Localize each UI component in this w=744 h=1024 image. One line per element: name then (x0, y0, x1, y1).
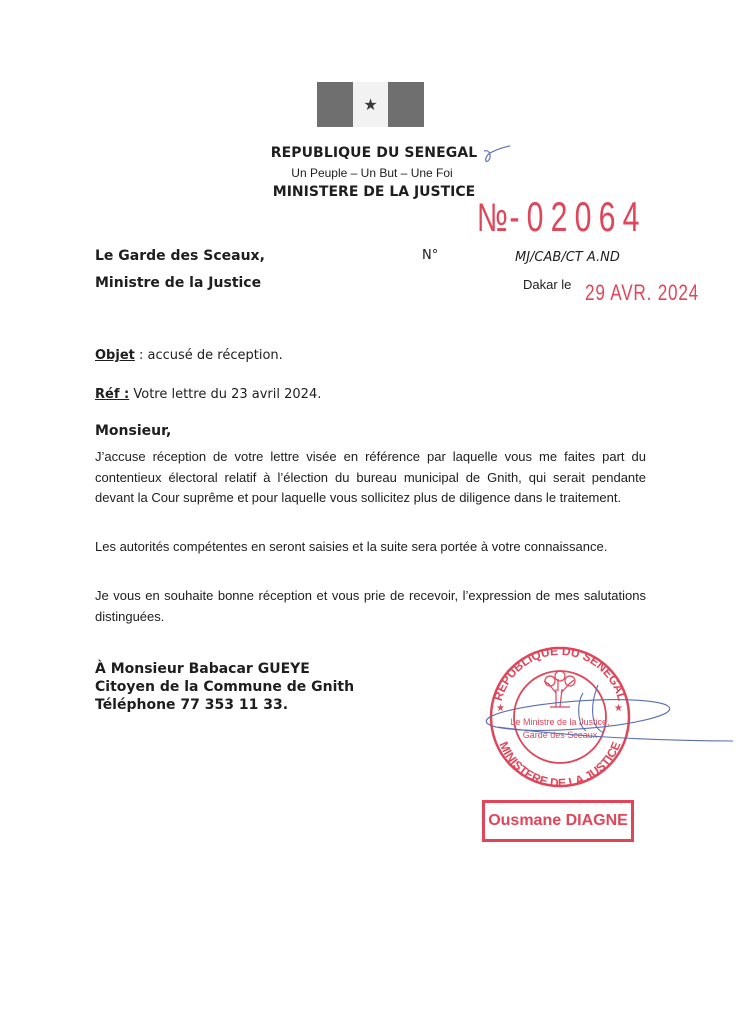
body-paragraph-3: Je vous en souhaite bonne réception et vous prie de recevoir, l’expression de mes salutations distinguées. (95, 588, 646, 624)
seal-outer-top-text: REPUBLIQUE DU SENEGAL (490, 645, 630, 703)
reference-label: Réf : (95, 387, 130, 402)
senegal-flag-icon (317, 82, 424, 127)
country-title: REPUBLIQUE DU SENEGAL (270, 145, 478, 161)
seal-star-left-icon: ★ (496, 703, 505, 714)
flag-band-right (388, 82, 424, 127)
subject-text: : accusé de réception. (134, 348, 283, 363)
recipient-title: Citoyen de la Commune de Gnith (95, 679, 355, 695)
subject-label: Objet (95, 348, 135, 363)
reference-line (95, 387, 321, 402)
number-label: N° (422, 248, 439, 263)
reference-text: Votre lettre du 23 avril 2024. (129, 387, 322, 402)
seal-outer-bottom-text: MINISTERE DE LA JUSTICE (496, 739, 624, 791)
reference-code: MJ/CAB/CT A.ND (515, 250, 620, 265)
registration-number: -02064 (509, 193, 647, 240)
seal-inner-text-1: Le Ministre de la Justice, (510, 717, 610, 727)
star-icon: ★ (363, 94, 378, 114)
signatory-name-stamp: Ousmane DIAGNE (482, 800, 634, 842)
subject-line (95, 348, 283, 363)
date-stamp: 29 AVR. 2024 (585, 280, 699, 305)
body-paragraph-1: J’accuse réception de votre lettre visée en référence par laquelle vous me faites part du contentieux électoral relatif à l’élection du bureau municipal de Gnith, qui serait pendante devant la Cour suprême et pour laquelle vous sollicitez plus de diligence dans le traitement. (95, 449, 646, 505)
national-motto: Un Peuple – Un But – Une Foi (291, 166, 453, 180)
seal-inner-text-2: Garde des Sceaux (522, 730, 598, 740)
registration-number-stamp (477, 193, 647, 240)
salutation: Monsieur, (95, 423, 172, 439)
seal-star-right-icon: ★ (614, 703, 623, 714)
body-paragraph-2: Les autorités compétentes en seront saisies et la suite sera portée à votre connaissance. (95, 539, 608, 554)
pen-mark-icon (482, 143, 512, 165)
recipient-phone: Téléphone 77 353 11 33. (95, 697, 289, 713)
sender-title-line2: Ministre de la Justice (95, 275, 262, 291)
numero-sign: № (477, 196, 510, 240)
place-label: Dakar le (523, 277, 572, 292)
ministry-title: MINISTERE DE LA JUSTICE (272, 184, 476, 200)
flag-band-left (317, 82, 353, 127)
sender-title-line1: Le Garde des Sceaux, (95, 248, 265, 264)
recipient-name: À Monsieur Babacar GUEYE (95, 661, 310, 677)
official-seal (478, 645, 738, 795)
flag-band-center (353, 82, 389, 127)
